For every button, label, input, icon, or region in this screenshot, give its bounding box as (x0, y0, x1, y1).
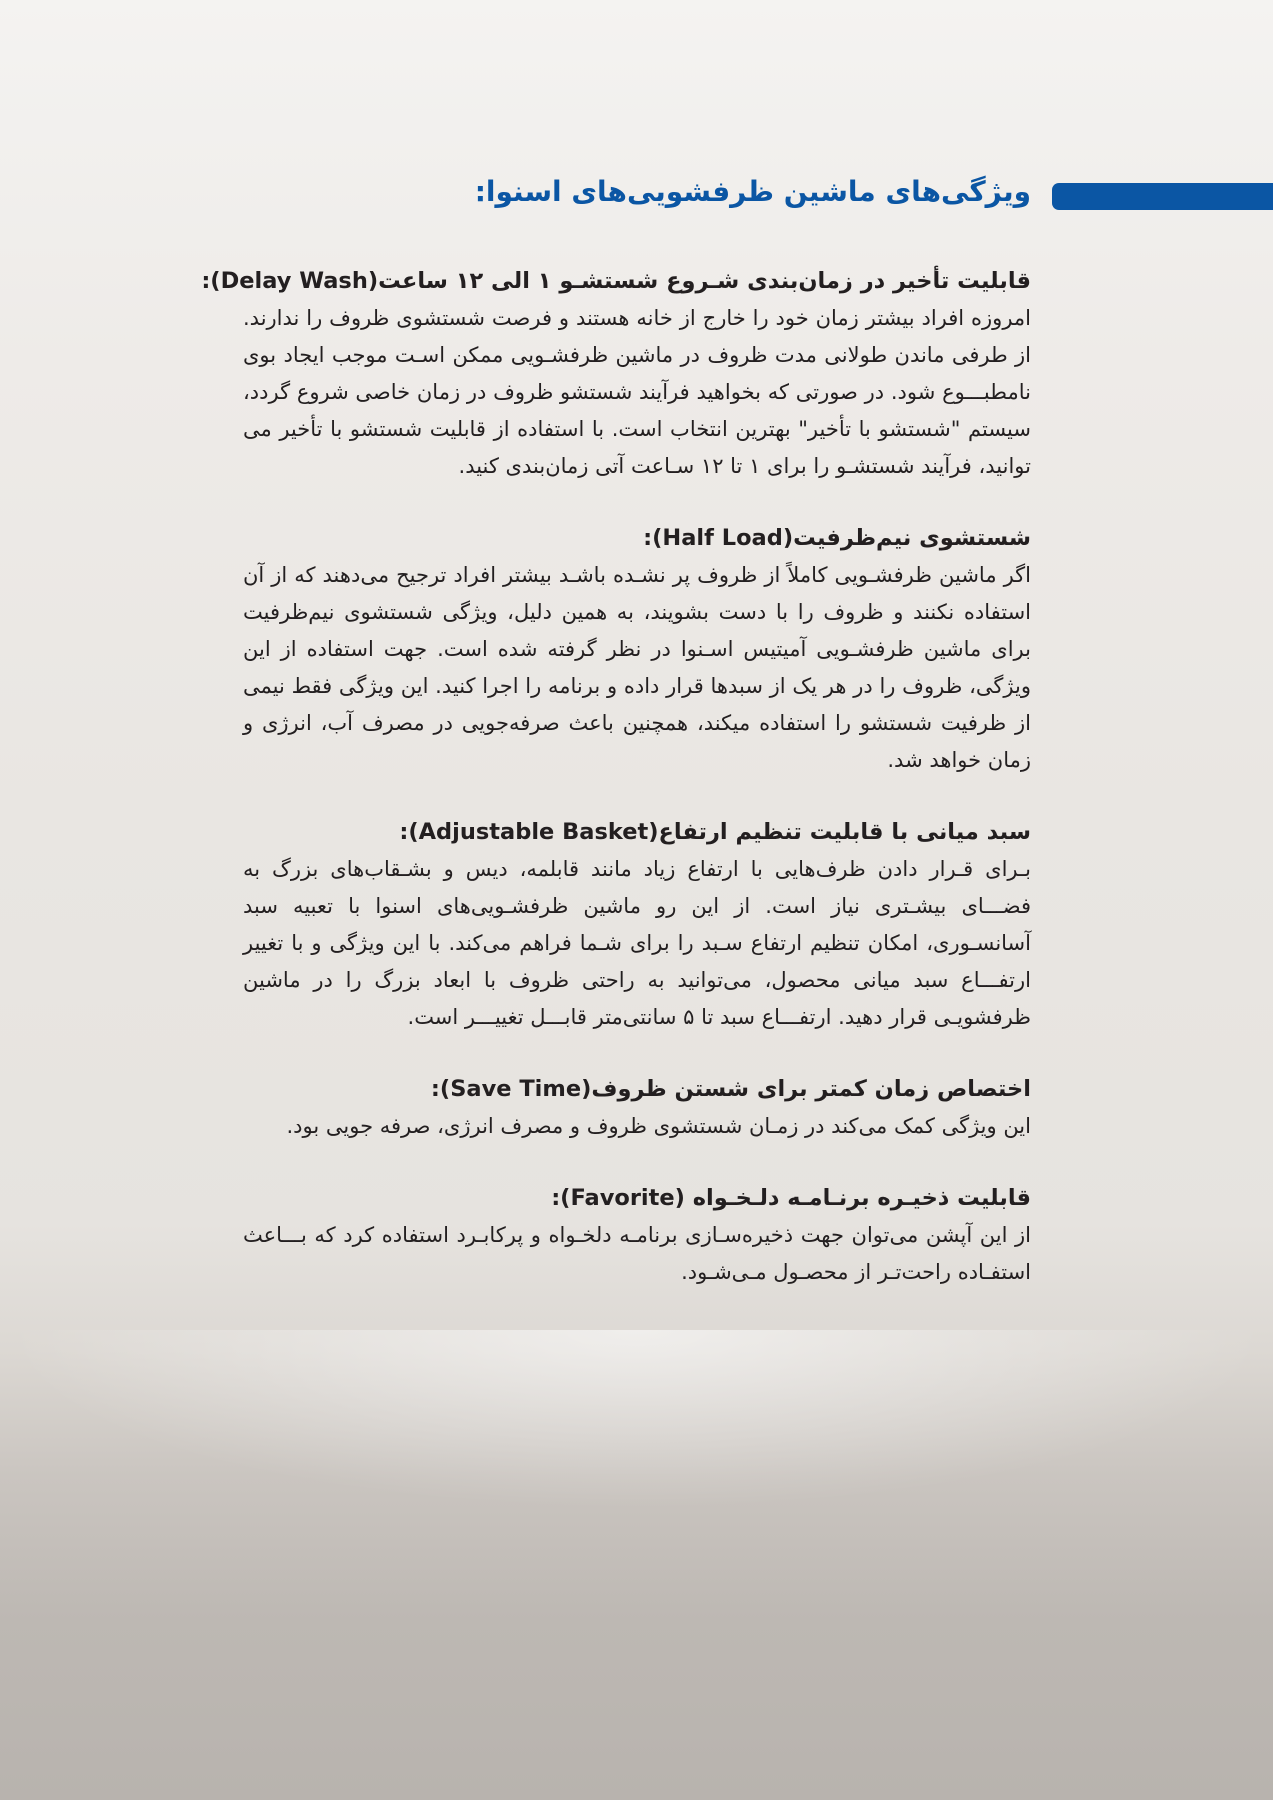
section-body: این ویژگی کمک می‌کند در زمـان شستشوی ظروف و مصرف انرژی، صرفه جویی بود. (286, 1114, 1031, 1138)
section-body: اگر ماشین ظرفشـویی کاملاً از ظروف پر نشـده باشـد بیشتر افراد ترجیح می‌دهند که از آن استفاده نکنند و ظروف را با دست بشویند، به همین دلیل، ویژگی شستشوی نیم‌ظرفیت برای ماشین ظرفشـویی آمیتیس اسـنوا در نظر گرفته شده است. جهت استفاده از این ویژگی، ظروف را در هر یک از سبدها قرار داده و برنامه را اجرا کنید. این ویژگی فقط نیمی از ظرفیت شستشو را استفاده میکند، همچنین باعث صرفه‌جویی در مصرف آب، انرژی و زمان خواهد شد. (243, 563, 1031, 772)
background-sheen (0, 1330, 1273, 1510)
page-title: ویژگی‌های ماشین ظرفشویی‌های اسنوا: (474, 175, 1031, 208)
section-body: بـرای قـرار دادن ظرف‌هایی با ارتفاع زیاد مانند قابلمه، دیس و بشـقاب‌های بزرگ به فضـــای بیشـتری نیاز است. از این رو ماشین ظرفشـویی‌های اسنوا با تعبیه سبد آسانسـوری، امکان تنظیم ارتفاع سـبد را برای شـما فراهم می‌کند. با این ویژگی و با تغییر ارتفـــاع سبد میانی محصول، می‌توانید به راحتی ظروف با ابعاد بزرگ را در ماشین ظرفشویـی قرار دهید. ارتفـــاع سبد تا ۵ سانتی‌متر قابـــل تغییـــر است. (243, 857, 1031, 1029)
section-half-load (243, 519, 1031, 779)
section-heading: قابلیت تأخیر در زمان‌بندی شـروع شستشـو ۱ الی ۱۲ ساعت(Delay Wash): (201, 268, 1031, 294)
section-favorite (243, 1179, 1031, 1291)
section-body: امروزه افراد بیشتر زمان خود را خارج از خانه هستند و فرصت شستشوی ظروف را ندارند. از طرفی ماندن طولانی مدت ظروف در ماشین ظرفشـویی ممکن اسـت موجب ایجاد بوی نامطبـــوع شود. در صورتی که بخواهید فرآیند شستشو ظروف در زمان خاصی شروع گردد، سیستم "شستشو با تأخیر" بهترین انتخاب است. با استفاده از قابلیت شستشو با تأخیر می توانید، فرآیند شستشـو را برای ۱ تا ۱۲ سـاعت آتی زمان‌بندی کنید. (243, 306, 1031, 478)
section-save-time (243, 1070, 1031, 1145)
section-delay-wash (201, 262, 1031, 485)
features-content (201, 262, 1031, 1325)
section-heading: اختصاص زمان کمتر برای شستن ظروف(Save Time): (430, 1076, 1031, 1102)
section-heading: شستشوی نیم‌ظرفیت(Half Load): (643, 525, 1031, 551)
section-heading: سبد میانی با قابلیت تنظیم ارتفاع(Adjustable Basket): (399, 819, 1031, 845)
section-adjustable-basket (243, 813, 1031, 1036)
section-heading: قابلیت ذخیـره برنـامـه دلـخـواه (Favorite): (551, 1185, 1031, 1211)
title-accent-bar (1052, 183, 1273, 210)
section-body: از این آپشن می‌توان جهت ذخیره‌سـازی برنامـه دلخـواه و پرکابـرد استفاده کرد که بـــاعث استفـاده راحت‌تـر از محصـول مـی‌شـود. (243, 1223, 1031, 1284)
